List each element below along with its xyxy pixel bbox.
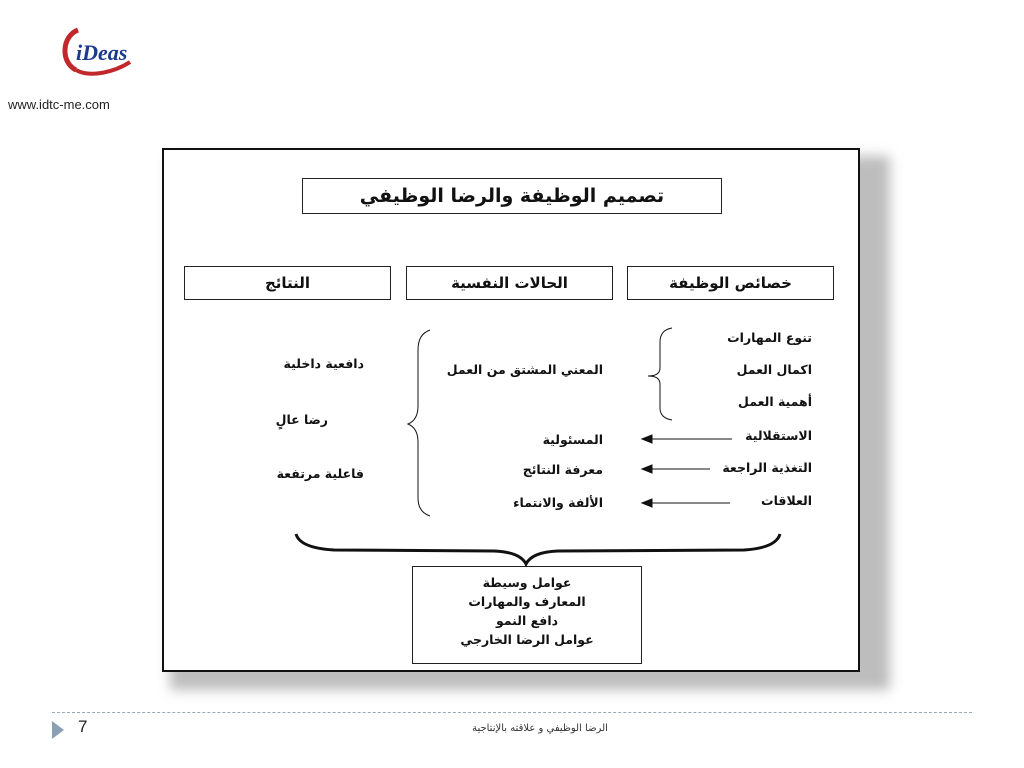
- char-item: الاستقلالية: [745, 428, 812, 443]
- footer-caption: الرضا الوظيفي و علاقته بالإنتاجية: [472, 723, 608, 734]
- char-item: تنوع المهارات: [727, 330, 812, 345]
- diagram-title: تصميم الوظيفة والرضا الوظيفي: [302, 178, 722, 214]
- play-arrow-icon: [52, 721, 64, 739]
- header-states: الحالات النفسية: [406, 266, 613, 300]
- result-item: رضا عالٍ: [275, 412, 328, 427]
- arrow: [642, 499, 730, 507]
- result-item: دافعية داخلية: [283, 356, 364, 371]
- state-item: معرفة النتائج: [522, 462, 603, 477]
- page-number: 7: [78, 717, 88, 736]
- state-item: المعني المشتق من العمل: [446, 362, 603, 377]
- header-characteristics: خصائص الوظيفة: [627, 266, 834, 300]
- state-item: الألفة والانتماء: [513, 495, 603, 510]
- char-item: العلاقات: [761, 493, 812, 508]
- svg-text:iDeas: iDeas: [76, 40, 128, 65]
- arrow: [642, 465, 710, 473]
- brace-characteristics: [648, 328, 672, 420]
- char-item: أهمية العمل: [738, 394, 812, 409]
- result-item: فاعلية مرتفعة: [276, 466, 364, 481]
- header-results: النتائج: [184, 266, 391, 300]
- brace-bottom: [296, 534, 780, 564]
- website-url[interactable]: www.idtc-me.com: [8, 97, 110, 112]
- diagram-connectors: [164, 150, 858, 670]
- brace-states: [408, 330, 430, 516]
- char-item: اكمال العمل: [736, 362, 812, 377]
- char-item: التغذية الراجعة: [722, 460, 812, 475]
- diagram-frame: [162, 148, 860, 672]
- moderator-item: عوامل وسيطة: [482, 575, 572, 590]
- arrow: [642, 435, 732, 443]
- footer-divider: [52, 712, 972, 713]
- moderator-item: المعارف والمهارات: [468, 594, 586, 609]
- moderator-item: عوامل الرضا الخارجي: [460, 632, 594, 647]
- moderator-item: دافع النمو: [495, 613, 559, 628]
- ideas-logo: [60, 22, 138, 80]
- state-item: المسئولية: [542, 432, 603, 447]
